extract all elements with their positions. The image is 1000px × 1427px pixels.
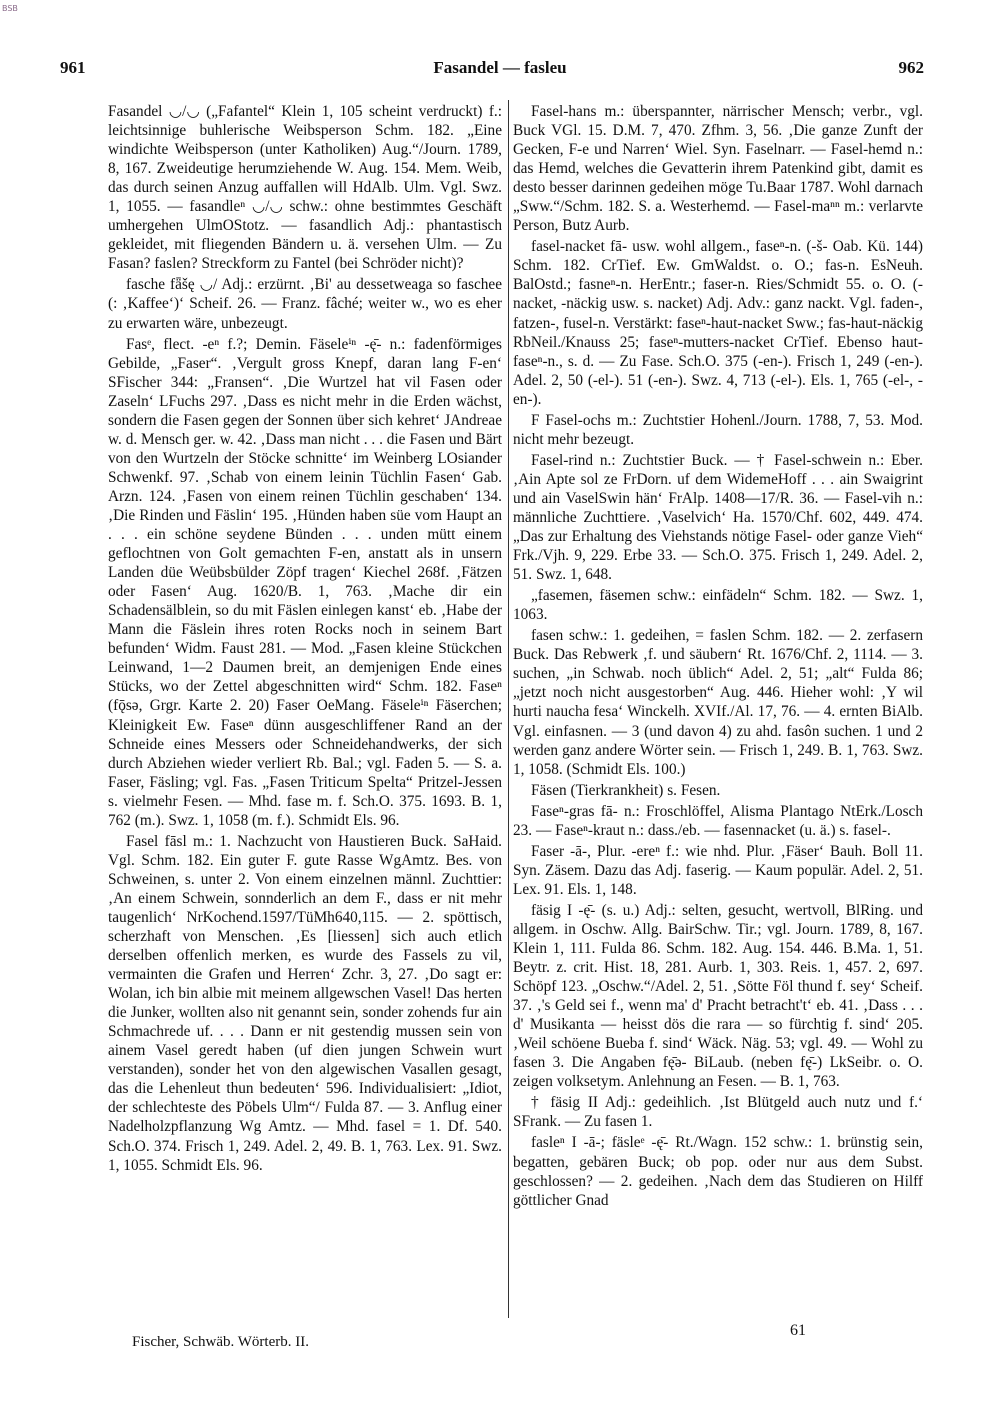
- running-title: Fasandel — fasleu: [433, 58, 567, 77]
- column-divider: [508, 100, 509, 1318]
- entry-faser: Faser -ā-, Plur. -ereⁿ f.: wie nhd. Plur. ‚Fäser‘ Bauh. Boll 11. Syn. Zäsem. Dazu das Adj. faserig. — Kaum populär. Adel. 2, 51. Lex. 91. Els. 1, 148.: [513, 842, 923, 898]
- entry-faesig-1: fäsig I -ę̄- (s. u.) Adj.: selten, gesucht, wertvoll, BlRing. und allgem. in Oschw. Allg. BairSchw. Tir.; vgl. Journ. 1789, 8, 167. Klein 1, 111. Fulda 86. Schm. 182. Aug. 154. 446. B.Ma. 1, 51. Beytr. z. crit. Hist. 18, 281. Aurb. 1, 303. Reis. 1, 457. 2, 697. Schöpf 123. „Oschw.“/Adel. 2, 51. ‚Sötte Föl thund f. sey‘ Scheif. 37. ‚'s Geld sei f., wenn ma' d' Pracht betracht't‘ eb. 41. ‚Dass . . . d' Musikanta — heisst dös die rara — so fürchtig f. sind‘ 205. ‚Weil schöene Bueba f. sind‘ Wäck. Näg. 53; vgl. 49. — Wohl zu fasen 3. Die Angaben fę̄ə- BiLaub. (neben fę̄-) LkSeibr. o. O. zeigen volksetym. Anlehnung an Fesen. — B. 1, 763.: [513, 901, 923, 1091]
- entry-fase: Fasᵉ, flect. -eⁿ f.?; Demin. Fäseleⁱⁿ -ę̄- n.: fadenförmiges Gebilde, „Faser“. ‚Vergult gross Knepf, daran lang F-en‘ SFischer 344: „Fransen“. ‚Die Wurtzel hat vil Fasen oder Zaseln‘ LFuchs 297. ‚Dass es nicht mehr in die Erden wächst, sondern die Fasen gegen der Sonnen über sich kehret‘ JAndreae w. d. Mensch ger. w. 42. ‚Dass man nicht . . . die Fasen und Bärt von den Wurtzeln der Stöcke schnitte‘ im Weinberg LOsiander Schwenkf. 97. ‚Schab von einem leinin Tüchlin Fasen‘ Gab. Arzn. 124. ‚Fasen von einem reinen Tüchlin geschaben‘ 134. ‚Die Rinden und Fäslin‘ 195. ‚Hünden haben süe vom Haupt an . . . ein schöne seydene Bünden . . . unden mütt einem geflochtnen von Golt gemachten F-en, anstatt als in unsern Landen düe Weübsbülder Zöpf tragen‘ Kiechel 268f. ‚Fätzen oder Fasen‘ Aug. 1620/B. 1, 763. ‚Mache dir ein Schadensälblein, so du mit Fäslen einlegen kanst‘ eb. ‚Habe der Mann die Fäslein ihres roten Rocks noch in seinem Bart befunden‘ Widm. Faust 281. — Mod. „Fasen kleine Stückchen Leinwand, 1—2 Daumen breit, an demjenigen Ende eines Stücks, wo der Zettel abgeschnitten wird“ Schm. 182. Faseⁿ (fǭsə, Grgr. Karte 2. 20) Faser OeMang. Fäseleⁱⁿ Fäserchen; Kleinigkeit Ew. Faseⁿ dünn ausgeschliffener Rand an der Schneide eines Messers oder Schneidehandwerks, der sich durch Abziehen wieder verliert Rb. Bal.; vgl. Faden 5. — S. a. Faser, Fäsling; vgl. Fas. „Fasen Triticum Spelta“ Pritzel-Jessen s. vielmehr Fesen. — Mhd. fase m. f. Sch.O. 375. 1693. B. 1, 762 (m.). Swz. 1, 1058 (m. f.). Schmidt Els. 96.: [108, 335, 502, 829]
- left-column: [108, 102, 502, 1175]
- entry-fasel: Fasel fāsl m.: 1. Nachzucht von Haustieren Buck. SaHaid. Vgl. Schm. 182. Ein guter F. gute Rasse WgAmtz. Bes. von Schweinen, s. unter 2. Von einem einzelnen männl. Zuchttier: ‚An einem Schwein, sonnderlich an dem F., dass er nit mehr taugenlich‘ NrKochend.1597/TüMh640,115. — 2. spöttisch, scherzhaft von Menschen. ‚Es [liessen] sich auch etlich derselben offenlich merken, es wurde des Fassels zu vil, vermainten die Grafen und Herren‘ Zchr. 3, 27. ‚Do sagt er: Wolan, ich bin albie mit meinem allgewschen Vasel! Das herten die Junker, wollten also nit genannt sein, sonder zohends fur ain Schmachrede uf. . . . Dann er nit gestendig mussen sein von ainem Vasel geredt haben (uf dien jungen Schwein wurt verstanden), sonder het von den algewischen Vasallen gesagt, das die Lehenleut thun bedeuten‘ 596. Individualisiert: „Idiot, der schlechteste des Pöbels Ulm“/ Fulda 87. — 3. Anflug einer Nadelholzpflanzung Wg Amtz. — Mhd. fasel = 1. Df. 540. Sch.O. 374. Frisch 1, 249. Adel. 2, 49. B. 1, 763. Lex. 91. Swz. 1, 1055. Schmidt Els. 96.: [108, 832, 502, 1174]
- printer-signature: Fischer, Schwäb. Wörterb. II.: [132, 1334, 309, 1350]
- entry-fasen: fasen schw.: 1. gedeihen, = faslen Schm. 182. — 2. zerfasern Buck. Das Rebwerk ‚f. und säubern‘ Rt. 1676/Chf. 2, 1114. — 3. suchen, „in Schwab. noch üblich“ Adel. 2, 51; „alt“ Fulda 86; „jetzt noch nicht ausgestorben“ Aug. 446. Hieher wohl: ‚Y wil hurti naucha fesa‘ Winckelh. XVIf./Al. 17, 76. — 4. ernten BiAlb. Vgl. einfasnen. — 3 (und davon 4) zu ahd. fasôn suchen. 1 und 2 werden ganz andere Wörter sein. — Frisch 1, 249. B. 1, 763. Swz. 1, 1058. (Schmidt Els. 100.): [513, 627, 923, 778]
- entry-faslen: fasleⁿ I -ā-; fäsleᵉ -ę̄- Rt./Wagn. 152 schw.: 1. brünstig sein, begatten, gebären Buck; ob pop. oder nur aus dem Subst. geschlossen? — 2. gedeihen. ‚Nach dem das Studieren on Hilff göttlicher Gnad: [513, 1134, 923, 1209]
- entry-fasel-hans: Fasel-hans m.: überspannter, närrischer Mensch; verbr., vgl. Buck VGl. 15. D.M. 7, 470. Zfhm. 3, 56. ‚Die ganze Zunft der Gecken, F-e und Narren‘ Wiel. Syn. Faselnarr. — Fasel-hemd n.: das Hemd, welches die Gevatterin ihrem Patenkind gibt, damit es desto besser darinnen gedeihen möge Tu.Baar 1787. Wohl darnach „Sww.“/Schm. 182. S. a. Westerhemd. — Fasel-maⁿⁿ m.: verlarvte Person, Butz Aurb.: [513, 103, 923, 235]
- entry-faesen: Fäsen (Tierkrankheit) s. Fesen.: [531, 781, 721, 799]
- page-number-right: 962: [898, 58, 924, 77]
- entry-fasel-ochs: F Fasel-ochs m.: Zuchtstier Hohenl./Journ. 1788, 7, 53. Mod. nicht mehr bezeugt.: [513, 411, 923, 448]
- library-stamp: BSB: [2, 4, 18, 13]
- entry-fasel-nacket: fasel-nacket fā- usw. wohl allgem., faseⁿ-n. (-š- Oab. Kü. 144) Schm. 182. CrTief. Ew. GmWaldst. o. O.; fas-n. EsNeuh. BalOstd.; fasneⁿ-n. HerEntr.; faser-n. Ries/Schmidt 55. o. O. (-nacket, -näckig usw. s. nacket) Adj. Adv.: ganz nackt. Vgl. faden-, fatzen-, fusel-n. Verstärkt: faseⁿ-haut-nacket Sww.; fas-haut-näckig RbNeil./Knauss 25; faseⁿ-mutters-nacket CrTief. Ebenso haut-faseⁿ-n., s. d. — Zu Fase. Sch.O. 375 (-en-). Frisch 1, 249 (-en-). Adel. 2, 50 (-el-). 51 (-en-). Swz. 4, 713 (-el-). Els. 1, 765 (-el-, -en-).: [513, 238, 923, 408]
- entry-fasel-rind: Fasel-rind n.: Zuchtstier Buck. — † Fasel-schwein n.: Eber. ‚Ain Apte sol ze FrDorn. uf dem WidemeHoff . . . ain Swaigrint und ain VaselSwin hän‘ FrAlp. 1408—17/R. 36. — Fasel-vih n.: männliche Zuchttiere. ‚Vaselvich‘ Ha. 1570/Chf. 602, 449. 474. „Das zur Erhaltung des Viehstands nötige Fasel- oder ganze Vieh“ Frk./Vjh. 9, 229. Erbe 33. — Sch.O. 375. Frisch 1, 249. Adel. 2, 51. Swz. 1, 648.: [513, 451, 923, 584]
- running-header: [0, 58, 1000, 82]
- entry-faesig-2: † fäsig II Adj.: gedeihlich. ‚Ist Blütgeld auch nutz und f.‘ SFrank. — Zu fasen 1.: [513, 1094, 923, 1131]
- right-column: [513, 102, 923, 1210]
- entry-fasemen: „fasemen, fäsemen schw.: einfädeln“ Schm. 182. — Swz. 1, 1063.: [513, 587, 923, 624]
- entry-fasandel: Fasandel ◡/◡ („Fafantel“ Klein 1, 105 scheint verdruckt) f.: leichtsinnige buhlerische Weibsperson Schm. 182. „Eine windichte Weibsperson (unter Katholiken) Aug.“/Journ. 1789, 8, 167. Zweideutige herumziehende W. Aug. 154. Mem. Weib, das durch seinen Anzug auffallen will HdAlb. Ulm. Vgl. Swz. 1, 1055. — fasandleⁿ ◡/◡ schw.: ohne bestimmtes Geschäft umhergehen UlmOStotz. — fasandlich Adj.: phantastisch gekleidet, mit fliegenden Bändern u. ä. versehen Ulm. — Zu Fasan? faslen? Streckform zu Fantel (bei Schröder nicht)?: [108, 103, 502, 273]
- entry-fasche: fasche fǟšę ◡/ Adj.: erzürnt. ‚Bi' au dessetweaga so faschee (: ‚Kaffee‘)‘ Scheif. 26. — Franz. fâché; weiter w., wo es eher zu erwarten wäre, unbezeugt.: [108, 276, 502, 332]
- page-number-left: 961: [60, 58, 86, 77]
- sheet-number: 61: [790, 1322, 806, 1339]
- entry-fasen-gras: Faseⁿ-gras fā- n.: Froschlöffel, Alisma Plantago NtErk./Losch 23. — Faseⁿ-kraut n.: dass./eb. — fasennacket (u. ä.) s. fasel-.: [513, 802, 923, 839]
